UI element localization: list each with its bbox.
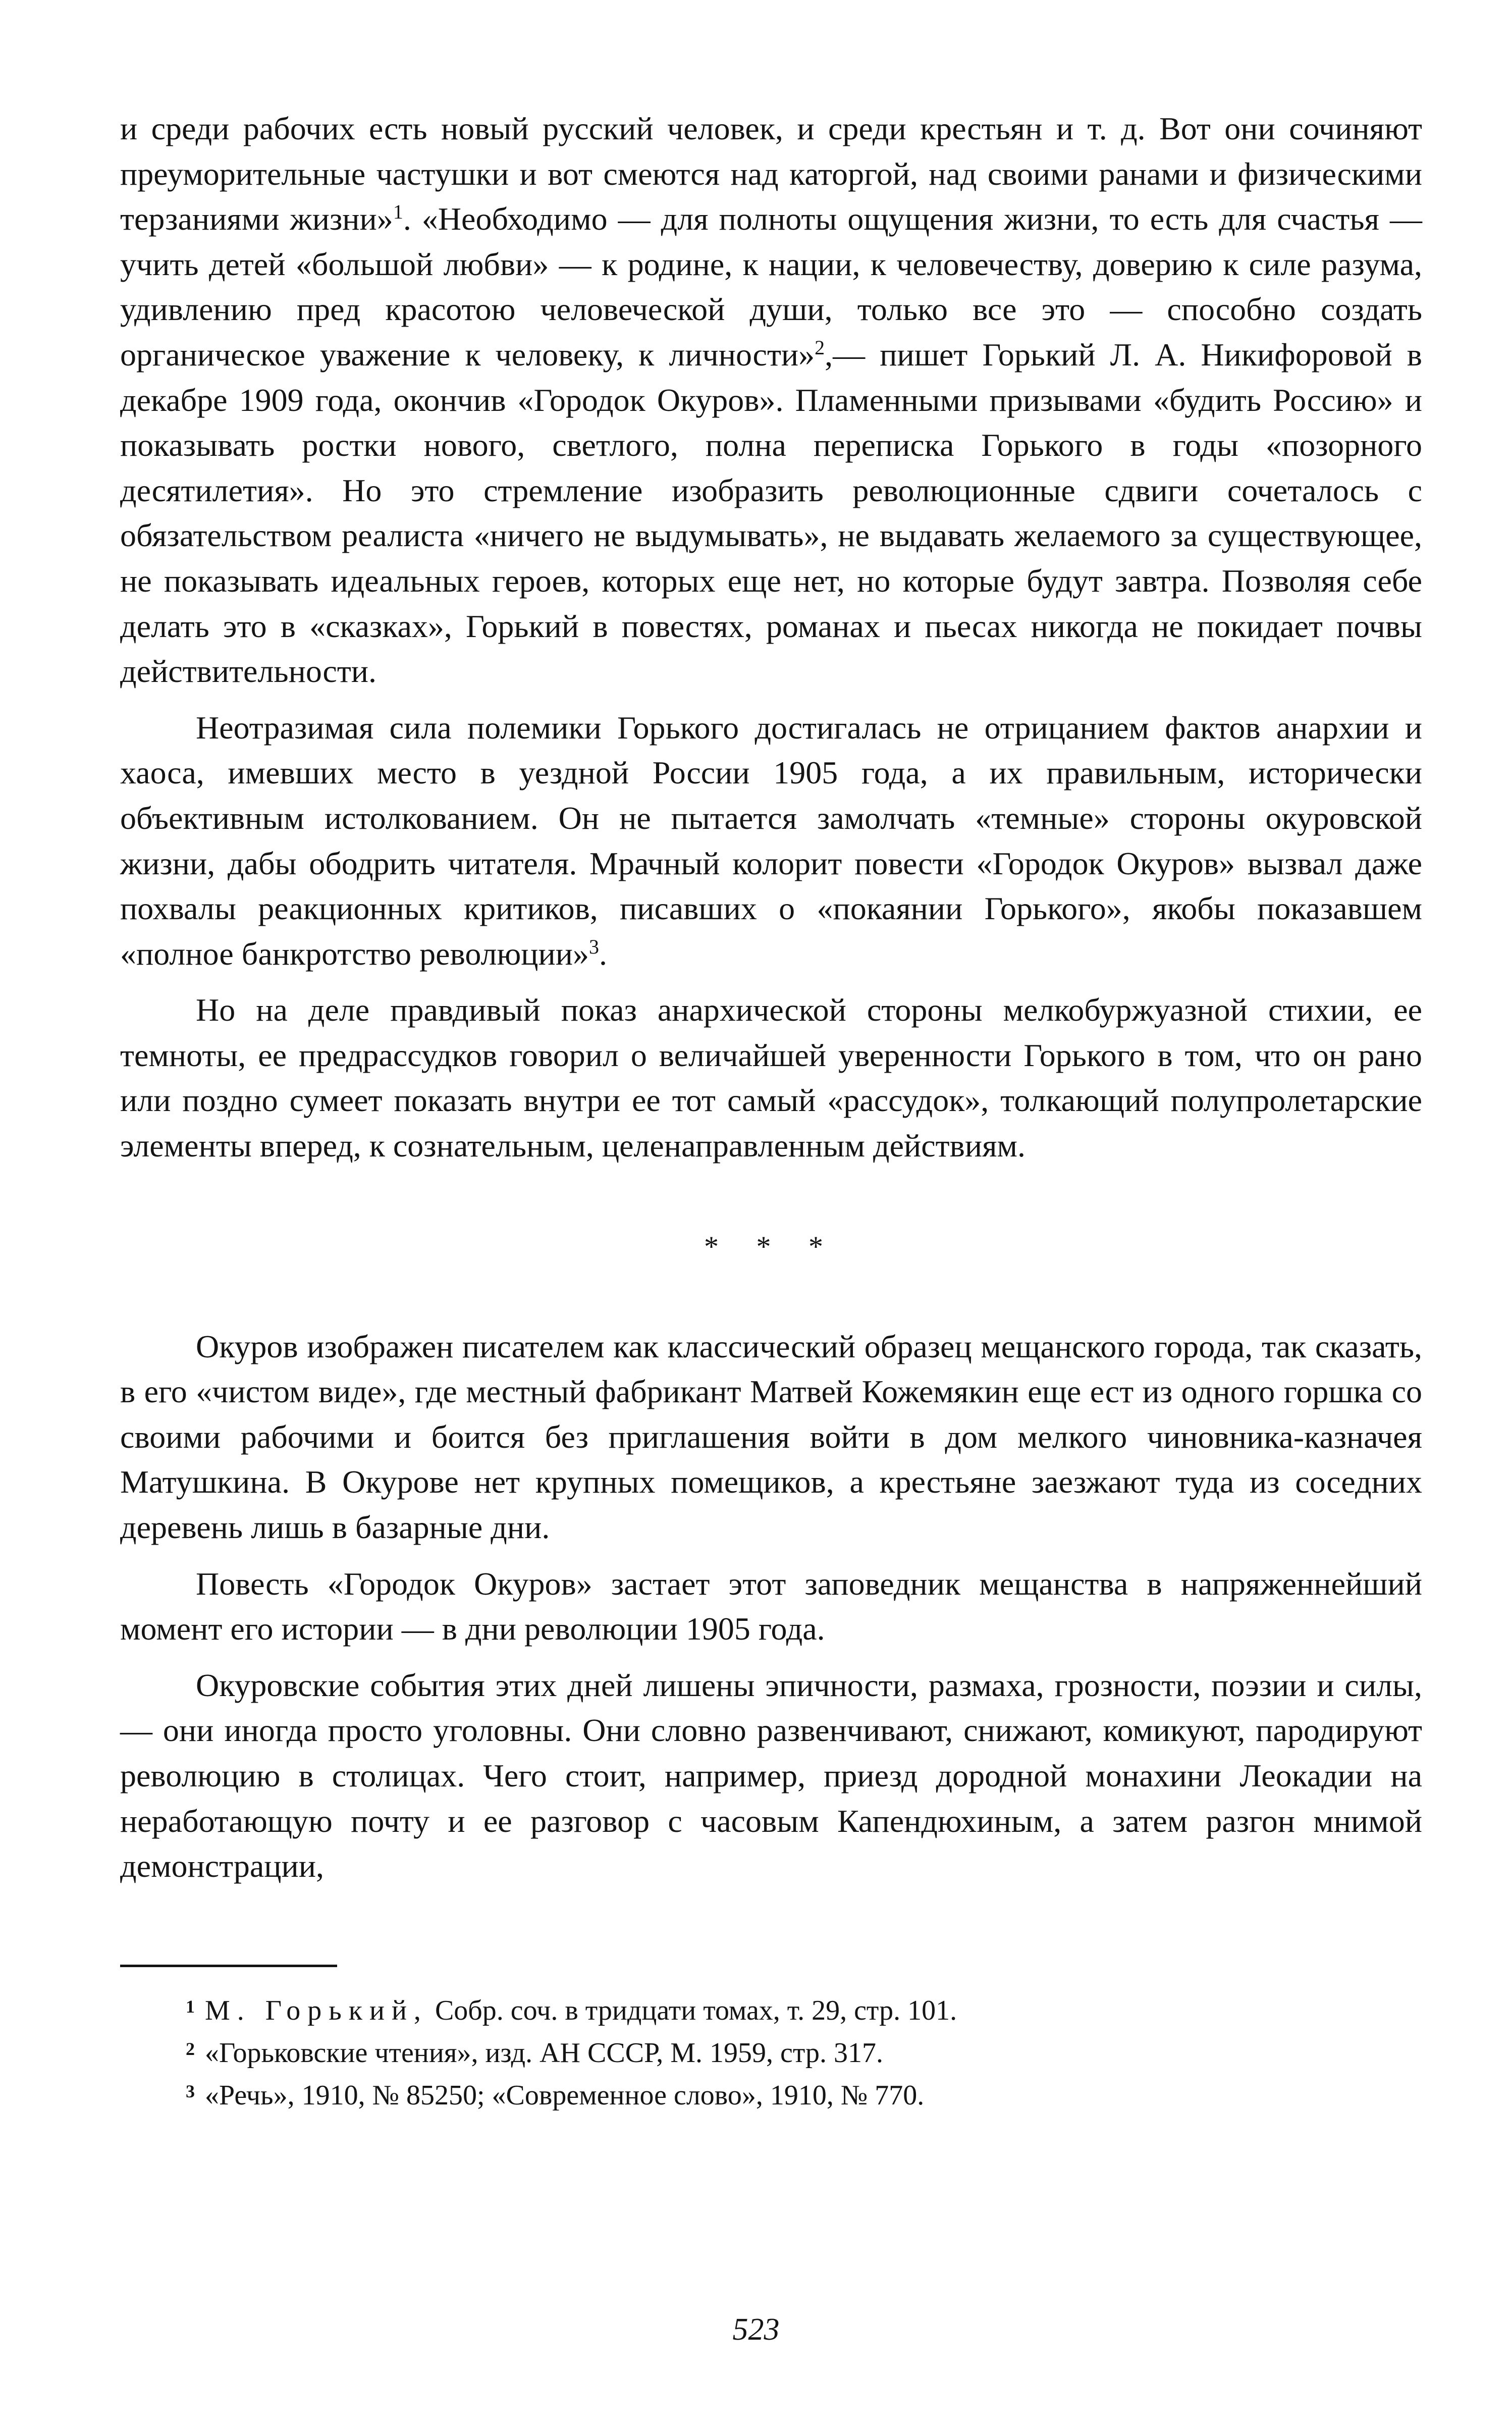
footnote-text: Собр. соч. в тридцати томах, т. 29, стр. 101. <box>427 1994 957 2026</box>
paragraph-5: Повесть «Городок Окуров» застает этот заповедник мещанства в напряженнейший момент его истории — в дни революции 1905 года. <box>120 1565 1422 1647</box>
paragraph-1-text-c: ,— пишет Горький Л. А. Никифоровой в декабре 1909 года, окончив «Городок Окуров». Пламенными призывами «будить Россию» и показывать ростки нового, светлого, полна переписка Горького в годы «позорного десятилетия». Но это стремление изобразить революционные сдвиги сочеталось с обязательством реалиста «ничего не выдумывать», не выдавать желаемого за существующее, не показывать идеальных героев, которых еще нет, но которые будут завтра. Позволяя себе делать это в «сказках», Горький в повестях, романах и пьесах никогда не покидает почвы действительности. <box>120 336 1422 690</box>
footnote-ref-3: 3 <box>589 935 599 958</box>
footnote-divider <box>120 1965 337 1967</box>
page-body <box>120 106 1422 2115</box>
footnote-text: «Горьковские чтения», изд. АН СССР, М. 1959, стр. 317. <box>205 2037 883 2069</box>
section-separator: * * * <box>704 1230 838 1263</box>
page-number: 523 <box>732 2312 780 2347</box>
paragraph-2-text-b: . <box>599 935 607 972</box>
footnote-3 <box>186 2072 1422 2115</box>
footnote-2 <box>186 2030 1422 2072</box>
footnote-number: 1 <box>186 1996 195 2017</box>
footnote-ref-2: 2 <box>815 336 825 359</box>
paragraph-4: Окуров изображен писателем как классический образец мещанского города, так сказать, в его «чистом виде», где местный фабрикант Матвей Кожемякин еще ест из одного горшка со своими рабочими и боится без приглашения войти в дом мелкого чиновника-казначея Матушкина. В Окурове нет крупных помещиков, а крестьяне заезжают туда из соседних деревень лишь в базарные дни. <box>120 1328 1422 1546</box>
paragraph-2 <box>120 705 1422 977</box>
footnote-text: «Речь», 1910, № 85250; «Современное слово», 1910, № 770. <box>205 2079 925 2111</box>
footnotes <box>186 1987 1422 2115</box>
paragraph-1 <box>120 106 1422 694</box>
footnote-author: М. Горький, <box>205 1994 428 2026</box>
paragraph-1-text-a: и среди рабочих есть новый русский человек, и среди крестьян и т. д. Вот они сочиняют преуморительные частушки и вот смеются над каторгой, над своими ранами и физическими терзаниями жизни» <box>120 111 1422 237</box>
paragraph-6: Окуровские события этих дней лишены эпичности, размаха, грозности, поэзии и силы,— они иногда просто уголовны. Они словно развенчивают, снижают, комикуют, пародируют революцию в столицах. Чего стоит, например, приезд дородной монахини Леокадии на неработающую почту и ее разговор с часовым Капендюхиным, а затем разгон мнимой демонстрации, <box>120 1667 1422 1884</box>
paragraph-2-text-a: Неотразимая сила полемики Горького достигалась не отрицанием фактов анархии и хаоса, имевших место в уездной России 1905 года, а их правильным, исторически объективным истолкованием. Он не пытается замолчать «темные» стороны окуровской жизни, дабы ободрить читателя. Мрачный колорит повести «Городок Окуров» вызвал даже похвалы реакционных критиков, писавших о «покаянии Горького», якобы показавшем «полное банкротство революции» <box>120 709 1422 972</box>
footnote-1 <box>186 1987 1422 2030</box>
footnote-number: 3 <box>186 2081 195 2101</box>
paragraph-1-text-b: . «Необходимо — для полноты ощущения жизни, то есть для счастья — учить детей «большой любви» — к родине, к нации, к человечеству, доверию к силе разума, удивлению пред красотою человеческой души, только все это — способно создать органическое уважение к человеку, к личности» <box>120 201 1423 373</box>
paragraph-3: Но на деле правдивый показ анархической стороны мелкобуржуазной стихии, ее темноты, ее предрассудков говорил о величайшей уверенности Горького в том, что он рано или поздно сумеет показать внутри ее тот самый «рассудок», толкающий полупролетарские элементы вперед, к сознательным, целенаправленным действиям. <box>120 992 1422 1164</box>
footnote-ref-1: 1 <box>393 200 403 224</box>
footnote-number: 2 <box>186 2038 195 2059</box>
